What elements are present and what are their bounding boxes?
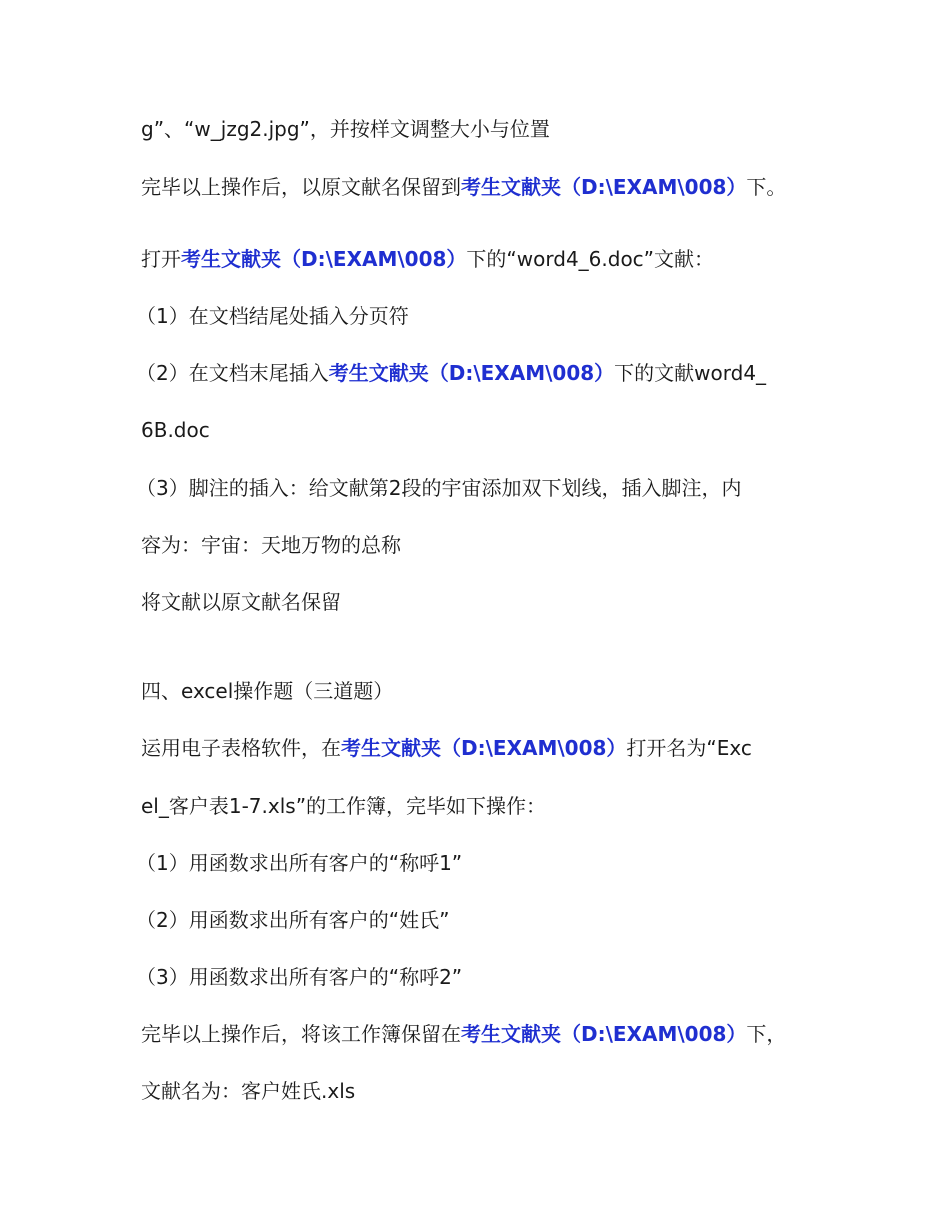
list-item-2 (136, 359, 766, 387)
text: （2）在文档末尾插入 (136, 361, 329, 385)
paragraph-line-2 (141, 173, 786, 201)
folder-highlight: 考生文献夹（D:\EXAM\008） (461, 175, 747, 199)
paragraph-line-1 (141, 115, 550, 143)
paragraph-line-16 (141, 1020, 786, 1048)
paragraph-line-8 (141, 531, 401, 559)
paragraph-line-17 (141, 1077, 355, 1105)
text: 下， (746, 1022, 787, 1046)
text: 下。 (746, 175, 787, 199)
text: 6B.doc (141, 418, 210, 442)
text: 文献名为：客户姓氏.xls (141, 1079, 356, 1103)
list-item-3 (136, 474, 741, 502)
text: 容为：宇宙：天地万物的总称 (141, 533, 401, 557)
text: （1）在文档结尾处插入分页符 (136, 304, 409, 328)
list-item-6 (136, 963, 462, 991)
folder-highlight: 考生文献夹（D:\EXAM\008） (341, 736, 627, 760)
text: 打开 (141, 247, 181, 271)
text: 四、excel操作题（三道题） (141, 679, 394, 703)
paragraph-line-12 (141, 792, 546, 820)
paragraph-line-3 (141, 245, 714, 273)
folder-highlight: 考生文献夹（D:\EXAM\008） (181, 247, 467, 271)
paragraph-line-11 (141, 734, 752, 762)
text: 完毕以上操作后，以原文献名保留到 (141, 175, 461, 199)
text: 完毕以上操作后，将该工作簿保留在 (141, 1022, 461, 1046)
text: （1）用函数求出所有客户的“称呼1” (136, 851, 463, 875)
text: （3）用函数求出所有客户的“称呼2” (136, 965, 463, 989)
folder-highlight: 考生文献夹（D:\EXAM\008） (328, 361, 615, 385)
paragraph-line-9 (141, 588, 341, 616)
text: 将文献以原文献名保留 (141, 590, 341, 614)
text: el_客户表1-7.xls”的工作簿，完毕如下操作： (141, 794, 547, 818)
text: 下的文献word4_ (614, 361, 767, 385)
folder-highlight: 考生文献夹（D:\EXAM\008） (461, 1022, 747, 1046)
text: 下的“word4_6.doc”文献： (466, 247, 715, 271)
text: 运用电子表格软件，在 (141, 736, 341, 760)
list-item-1 (136, 302, 409, 330)
section-heading (141, 677, 393, 705)
paragraph-line-6 (141, 416, 210, 444)
list-item-5 (136, 906, 449, 934)
list-item-4 (136, 849, 462, 877)
text: （3）脚注的插入：给文献第2段的宇宙添加双下划线，插入脚注，内 (136, 476, 742, 500)
text: g”、“w_jzg2.jpg”，并按样文调整大小与位置 (141, 117, 550, 141)
text: （2）用函数求出所有客户的“姓氏” (136, 908, 450, 932)
text: 打开名为“Exc (626, 736, 752, 760)
